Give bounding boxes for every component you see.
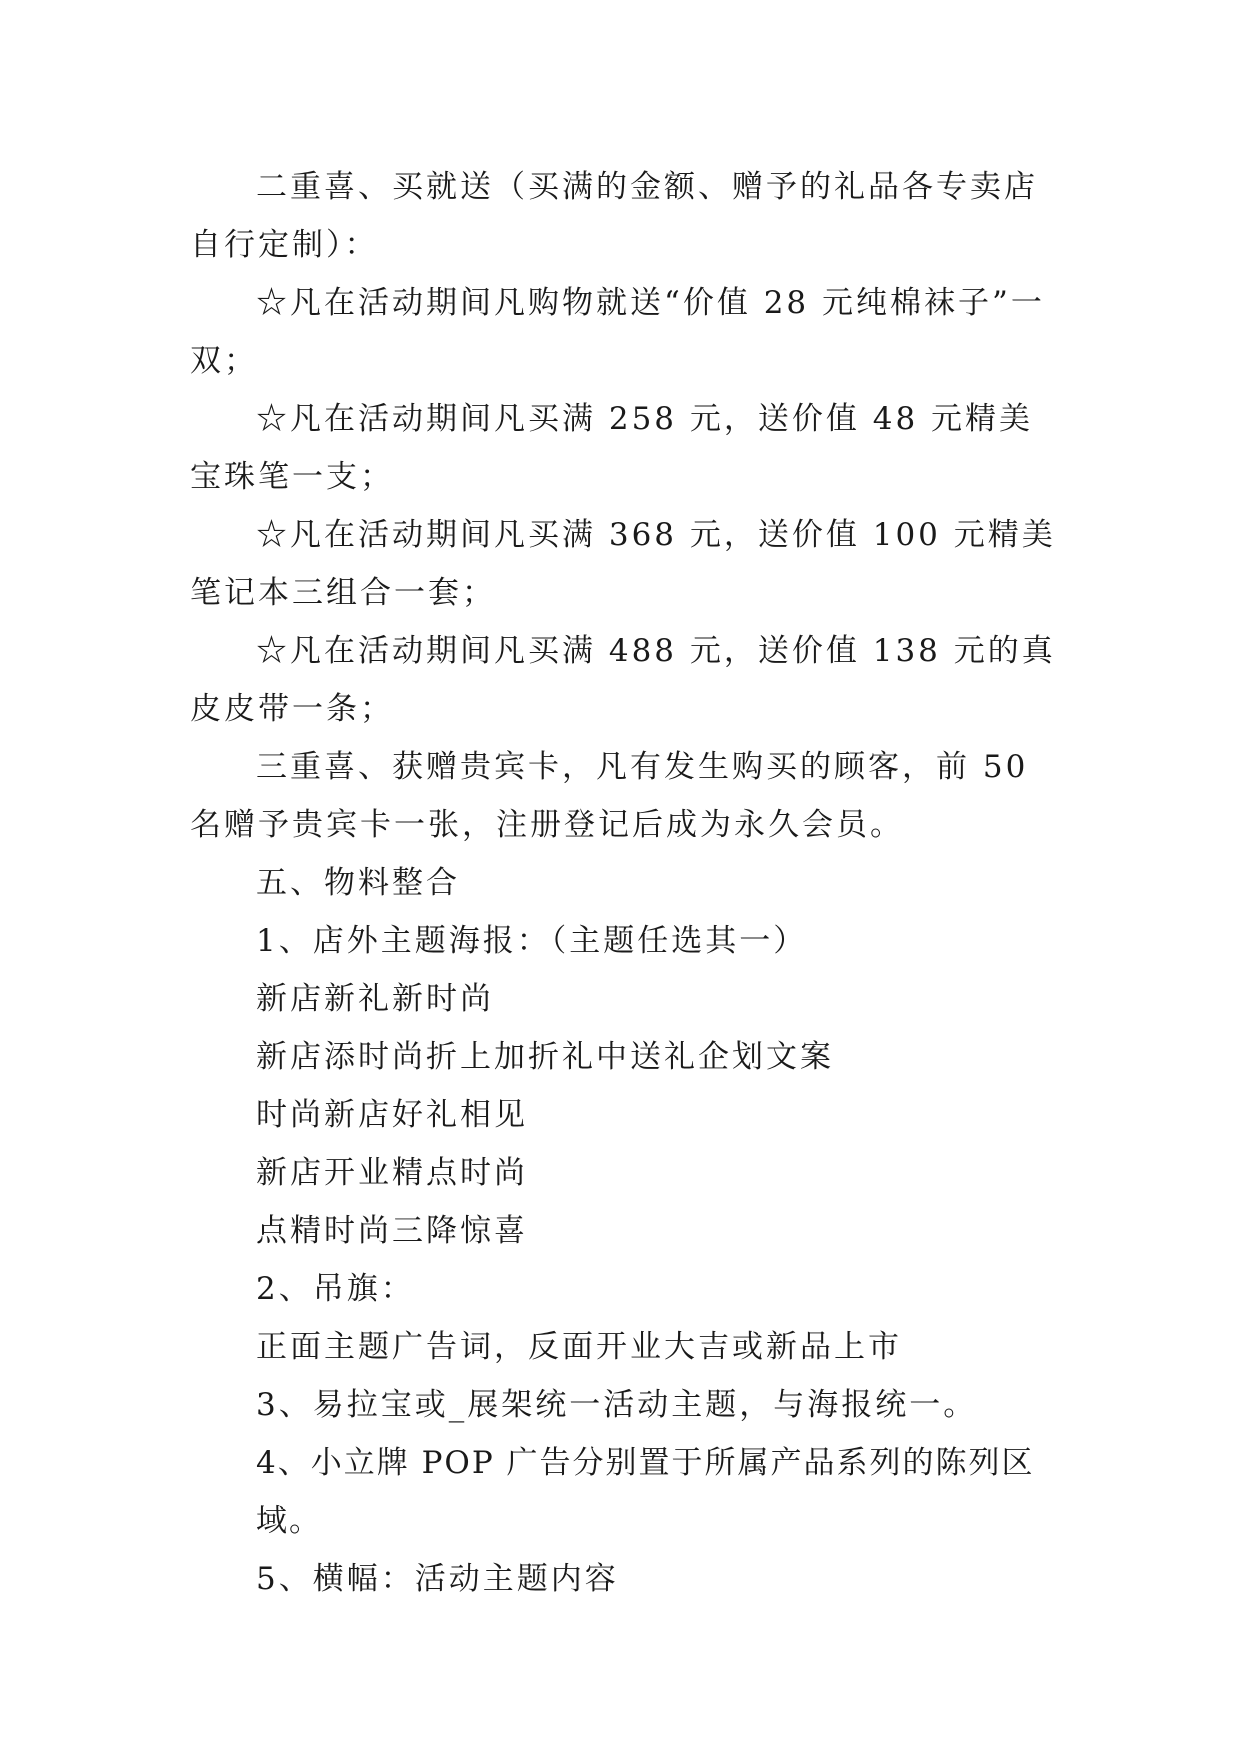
list-item-banner: 5、横幅：活动主题内容 bbox=[256, 1561, 619, 1597]
poster-theme-3: 时尚新店好礼相见 bbox=[256, 1097, 528, 1133]
section-heading-materials: 五、物料整合 bbox=[256, 865, 460, 901]
paragraph-gift-notebook: ☆凡在活动期间凡买满 368 元，送价值 100 元精美笔记本三组合一套； bbox=[190, 517, 1056, 611]
hanging-flag-detail: 正面主题广告词，反面开业大吉或新品上市 bbox=[256, 1329, 902, 1365]
paragraph-third-offer: 三重喜、获赠贵宾卡，凡有发生购买的顾客，前 50 名赠予贵宾卡一张，注册登记后成为永久会员。 bbox=[190, 749, 1029, 843]
poster-theme-1: 新店新礼新时尚 bbox=[256, 981, 494, 1017]
poster-theme-4: 新店开业精点时尚 bbox=[256, 1155, 528, 1191]
paragraph-gift-socks: ☆凡在活动期间凡购物就送“价值 28 元纯棉袜子”一双； bbox=[190, 285, 1045, 379]
list-item-poster: 1、店外主题海报：（主题任选其一） bbox=[256, 923, 808, 959]
list-item-rollup-banner: 3、易拉宝或_展架统一活动主题，与海报统一。 bbox=[256, 1387, 978, 1423]
paragraph-gift-pen: ☆凡在活动期间凡买满 258 元，送价值 48 元精美宝珠笔一支； bbox=[190, 401, 1034, 495]
poster-theme-5: 点精时尚三降惊喜 bbox=[256, 1213, 528, 1249]
poster-theme-2: 新店添时尚折上加折礼中送礼企划文案 bbox=[256, 1039, 834, 1075]
document-body bbox=[190, 158, 1060, 1608]
list-item-pop-stand: 4、小立牌 POP 广告分别置于所属产品系列的陈列区域。 bbox=[256, 1445, 1035, 1539]
list-item-hanging-flag: 2、吊旗： bbox=[256, 1271, 415, 1307]
paragraph-gift-belt: ☆凡在活动期间凡买满 488 元，送价值 138 元的真皮皮带一条； bbox=[190, 633, 1056, 727]
paragraph-second-offer: 二重喜、买就送（买满的金额、赠予的礼品各专卖店自行定制）： bbox=[190, 169, 1038, 263]
